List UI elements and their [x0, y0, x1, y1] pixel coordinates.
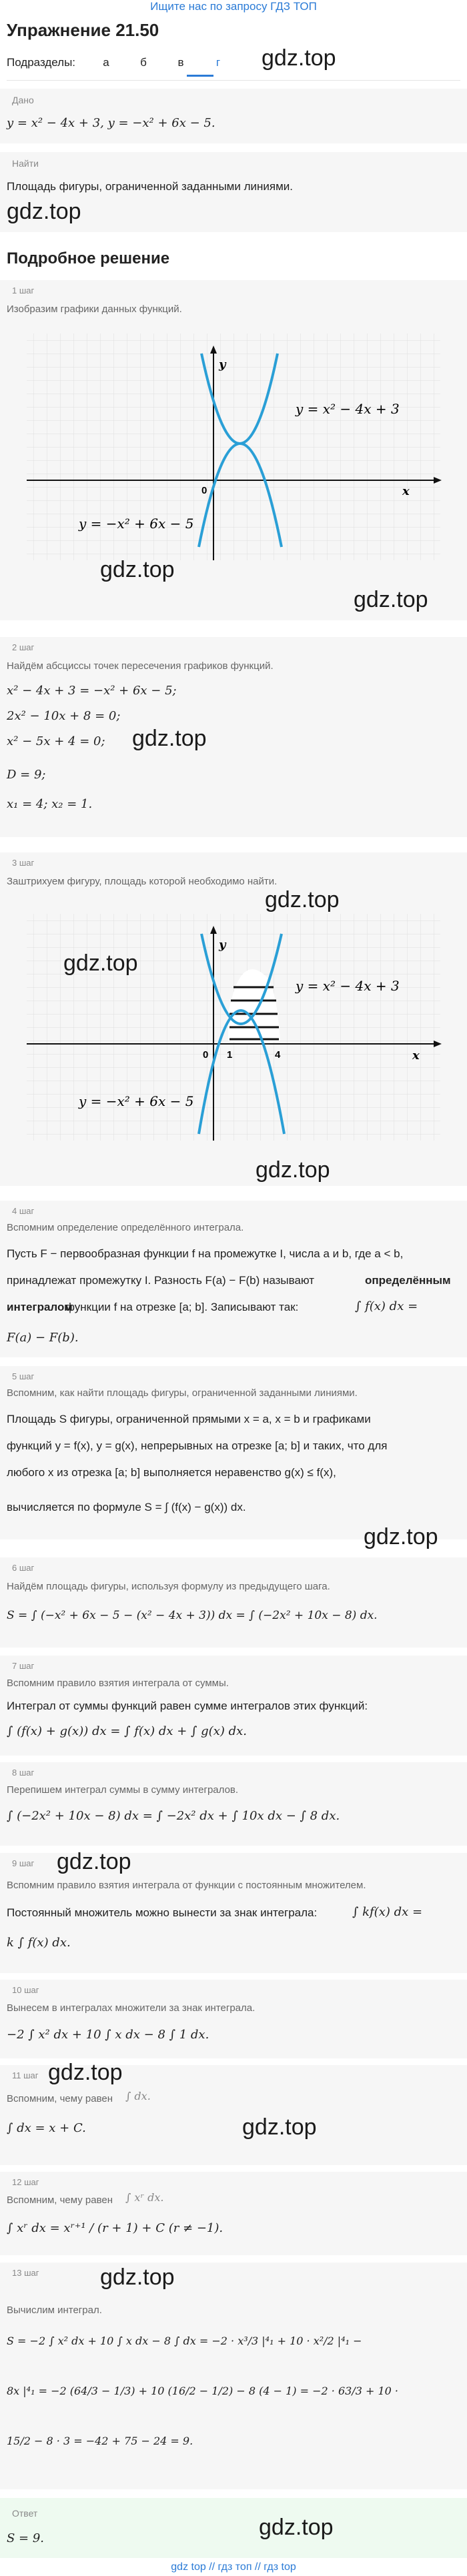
- step-text: Вычислим интеграл.: [7, 2305, 102, 2316]
- rule-expr: ∫ (f(x) + g(x)) dx = ∫ f(x) dx + ∫ g(x) dx.: [7, 1724, 247, 1738]
- watermark: gdz.top: [354, 587, 428, 612]
- step-label: 12 шаг: [12, 2177, 39, 2187]
- step-text: Найдём площадь фигуры, используя формулу из предыдущего шага.: [7, 1581, 330, 1592]
- step-label: 13 шаг: [12, 2268, 39, 2278]
- origin-label: 0: [203, 1049, 209, 1061]
- step-text-expr: ∫ dx.: [125, 2090, 151, 2102]
- rule-text: Интеграл от суммы функций равен сумме интегралов этих функций:: [7, 1700, 368, 1712]
- step-10-box: [0, 1980, 467, 2058]
- watermark: gdz.top: [63, 950, 138, 976]
- step-text: Найдём абсциссы точек пересечения графиков функций.: [7, 660, 274, 672]
- find-label: Найти: [12, 158, 39, 169]
- tab-b[interactable]: б: [140, 56, 147, 69]
- factored-expr: −2 ∫ x² dx + 10 ∫ x dx − 8 ∫ 1 dx.: [7, 2028, 209, 2042]
- divider: [7, 80, 460, 81]
- f1-label: y = x² − 4x + 3: [296, 978, 400, 994]
- step-label: 6 шаг: [12, 1563, 35, 1573]
- integral-expr: ∫ f(x) dx =: [355, 1299, 418, 1313]
- step-label: 2 шаг: [12, 642, 35, 652]
- area-expr: S = ∫ (−x² + 6x − 5 − (x² − 4x + 3)) dx = ∫ (−2x² + 10x − 8) dx.: [7, 1609, 378, 1622]
- step-text: Вынесем в интегралах множители за знак интеграла.: [7, 2002, 256, 2014]
- calc-line: S = −2 ∫ x² dx + 10 ∫ x dx − 8 ∫ dx = −2 · x³/3 |⁴₁ + 10 · x²/2 |⁴₁ −: [7, 2335, 362, 2347]
- step-text: Заштрихуем фигуру, площадь которой необходимо найти.: [7, 876, 278, 887]
- watermark: gdz.top: [132, 726, 207, 751]
- footer-links[interactable]: gdz top // гдз топ // гдз top: [171, 2561, 296, 2573]
- subsections-label: Подразделы:: [7, 56, 76, 69]
- f2-label: y = −x² + 6x − 5: [79, 1093, 194, 1109]
- power-rule-expr: ∫ xʳ dx = xʳ⁺¹ / (r + 1) + C (r ≠ −1).: [7, 2221, 223, 2235]
- definition-line: принадлежат промежутку I. Разность F(a) − F(b) называют: [7, 1274, 315, 1287]
- step-text: Вспомним, чему равен: [7, 2093, 113, 2104]
- eq-line: D = 9;: [7, 768, 46, 782]
- watermark: gdz.top: [7, 199, 81, 224]
- definition-line: функции f на отрезке [a; b]. Записывают так:: [65, 1301, 299, 1313]
- tick-label: 4: [275, 1049, 281, 1061]
- answer-label: Ответ: [12, 2508, 38, 2519]
- step-12-box: [0, 2172, 467, 2255]
- watermark: gdz.top: [48, 2060, 123, 2085]
- step-text: Вспомним определение определённого интеграла.: [7, 1222, 244, 1233]
- step-label: 5 шаг: [12, 1371, 35, 1381]
- subsection-tabs: [93, 56, 243, 69]
- x-axis-label: x: [412, 1049, 420, 1063]
- step-text: Вспомним правило взятия интеграла от суммы.: [7, 1678, 229, 1689]
- step-text: Вспомним правило взятия интеграла от функции с постоянным множителем.: [7, 1880, 366, 1891]
- tick-label: 1: [227, 1049, 233, 1061]
- watermark: gdz.top: [57, 1849, 131, 1874]
- antiderivative-expr: ∫ dx = x + C.: [7, 2121, 86, 2135]
- formula-line: вычисляется по формуле S = ∫ (f(x) − g(x)) dx.: [7, 1501, 246, 1513]
- step-label: 4 шаг: [12, 1206, 35, 1216]
- origin-label: 0: [201, 485, 207, 496]
- watermark: gdz.top: [364, 1524, 438, 1549]
- step-label: 1 шаг: [12, 285, 35, 295]
- step-label: 10 шаг: [12, 1985, 39, 1995]
- watermark: gdz.top: [259, 2515, 334, 2540]
- step-13-box: [0, 2263, 467, 2489]
- step-label: 9 шаг: [12, 1858, 35, 1868]
- answer-value: S = 9.: [7, 2531, 45, 2545]
- find-text: Площадь фигуры, ограниченной заданными линиями.: [7, 180, 293, 193]
- y-axis-label: y: [219, 938, 226, 952]
- watermark: gdz.top: [265, 887, 340, 912]
- f1-label: y = x² − 4x + 3: [296, 401, 400, 417]
- definition-line: Пусть F − первообразная функции f на промежутке I, числа a и b, где a < b,: [7, 1247, 404, 1260]
- search-hint-link[interactable]: Ищите нас по запросу ГДЗ ТОП: [150, 0, 317, 13]
- calc-line: 15/2 − 8 · 3 = −42 + 75 − 24 = 9.: [7, 2435, 193, 2447]
- step-text: Перепишем интеграл суммы в сумму интегралов.: [7, 1784, 239, 1796]
- eq-line: x² − 4x + 3 = −x² + 6x − 5;: [7, 684, 177, 698]
- tab-v[interactable]: в: [177, 56, 184, 69]
- eq-line: x² − 5x + 4 = 0;: [7, 734, 105, 748]
- watermark: gdz.top: [100, 2265, 175, 2290]
- eq-line: x₁ = 4; x₂ = 1.: [7, 797, 93, 811]
- tab-a[interactable]: а: [103, 56, 109, 69]
- split-expr: ∫ (−2x² + 10x − 8) dx = ∫ −2x² dx + ∫ 10x dx − ∫ 8 dx.: [7, 1809, 340, 1823]
- formula-line: функций y = f(x), y = g(x), непрерывных на отрезке [a; b] и таких, что для: [7, 1439, 388, 1452]
- page-title: Упражнение 21.50: [7, 20, 159, 40]
- graph-1: [7, 327, 460, 567]
- watermark: gdz.top: [262, 45, 336, 71]
- step-6-box: [0, 1557, 467, 1648]
- graph-2: [7, 907, 460, 1147]
- solution-title: Подробное решение: [7, 249, 170, 267]
- y-axis-label: y: [219, 358, 226, 372]
- given-label: Дано: [12, 95, 34, 105]
- step-text: Изобразим графики данных функций.: [7, 303, 182, 315]
- eq-line: 2x² − 10x + 8 = 0;: [7, 709, 121, 723]
- step-label: 8 шаг: [12, 1768, 35, 1778]
- step-text: Вспомним, как найти площадь фигуры, ограниченной заданными линиями.: [7, 1387, 358, 1399]
- watermark: gdz.top: [256, 1157, 330, 1183]
- x-axis-label: x: [402, 484, 410, 498]
- step-label: 7 шаг: [12, 1661, 35, 1671]
- tab-g[interactable]: г: [215, 56, 221, 69]
- f2-label: y = −x² + 6x − 5: [79, 516, 194, 532]
- step-text: Вспомним, чему равен: [7, 2194, 113, 2206]
- answer-box: [0, 2498, 467, 2558]
- rule-expr: ∫ kf(x) dx =: [352, 1905, 423, 1919]
- formula-line: Площадь S фигуры, ограниченной прямыми x = a, x = b и графиками: [7, 1413, 371, 1425]
- formula-line: любого x из отрезка [a; b] выполняется неравенство g(x) ≤ f(x),: [7, 1466, 336, 1479]
- rule-text: Постоянный множитель можно вынести за знак интеграла:: [7, 1906, 318, 1919]
- definition-term: определённым: [365, 1274, 451, 1287]
- given-expr: y = x² − 4x + 3, y = −x² + 6x − 5.: [7, 116, 215, 130]
- step-8-box: [0, 1762, 467, 1846]
- definition-term: интегралом: [7, 1301, 73, 1313]
- rule-expr: k ∫ f(x) dx.: [7, 1936, 71, 1950]
- step-label: 3 шаг: [12, 858, 35, 868]
- watermark: gdz.top: [100, 557, 175, 582]
- calc-line: 8x |⁴₁ = −2 (64/3 − 1/3) + 10 (16/2 − 1/2) − 8 (4 − 1) = −2 · 63/3 + 10 ·: [7, 2385, 398, 2397]
- active-tab-indicator: [187, 75, 213, 77]
- step-text-expr: ∫ xʳ dx.: [125, 2191, 164, 2204]
- watermark: gdz.top: [242, 2114, 317, 2140]
- definition-line: F(a) − F(b).: [7, 1331, 79, 1345]
- step-label: 11 шаг: [12, 2070, 39, 2080]
